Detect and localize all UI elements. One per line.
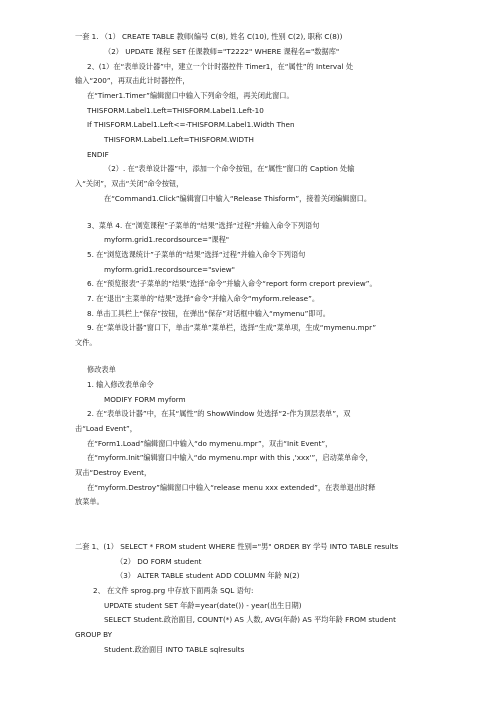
- text-line: THISFORM.Label1.Left=THISFORM.WIDTH: [104, 135, 254, 144]
- text-line: 文件。: [75, 338, 97, 347]
- text-line: ENDIF: [87, 150, 109, 159]
- text-line: 在“myform.Destroy”编辑窗口中输入“release menu xxx extended”，在表单退出时释: [87, 483, 376, 492]
- text-line: 2、 在文件 sprog.prg 中存放下面两条 SQL 语句:: [93, 586, 254, 595]
- text-line: If THISFORM.Label1.Left<=-THISFORM.Label1.Width Then: [87, 120, 295, 129]
- text-line: 9. 在“菜单设计器”窗口下，单击“菜单”菜单栏，选择“生成”菜单项，生成“mymenu.mpr”: [87, 323, 377, 332]
- text-line: 2. 在“表单设计器”中，在其“属性”的 ShowWindow 处选择“2-作为顶层表单”，双: [87, 409, 351, 418]
- text-line: 1. 输入修改表单命令: [87, 380, 154, 389]
- text-line: （3） ALTER TABLE student ADD COLUMN 年龄 N(2): [116, 571, 300, 580]
- text-line: 6. 在“预览报表”子菜单的“结果”选择“命令”并输入命令“report form creport preview”。: [87, 279, 377, 288]
- text-line: （2）. 在“表单设计器”中，添加一个命令按钮，在“属性”窗口的 Caption 处输: [104, 164, 355, 173]
- text-line: myform.grid1.recordsource="sview": [104, 265, 235, 274]
- text-line: （2） DO FORM student: [116, 557, 202, 566]
- text-line: 5. 在“浏览选课统计”子菜单的“结果”选择“过程”并输入命令下列语句: [87, 250, 306, 259]
- text-line: 在“Form1.Load”编辑窗口中输入“do mymenu.mpr”，双击“Init Event”，: [87, 439, 333, 448]
- text-line: 8. 单击工具栏上“保存”按钮，在弹出“保存”对话框中输入“mymenu”即可。: [87, 309, 330, 318]
- text-line: MODIFY FORM myform: [104, 395, 186, 404]
- text-line: 一套 1. （1） CREATE TABLE 教师(编号 C(8), 姓名 C(10), 性别 C(2), 职称 C(8)): [75, 32, 343, 41]
- text-line: 3、菜单 4. 在“浏览课程”子菜单的“结果”选择“过程”并输入命令下列语句: [87, 221, 320, 230]
- text-line: 修改表单: [87, 365, 116, 374]
- text-line: 双击“Destroy Event，: [75, 468, 152, 477]
- text-line: 在“Timer1.Timer”编辑窗口中输入下列命令组，再关闭此窗口。: [87, 91, 294, 100]
- text-line: GROUP BY: [75, 630, 113, 639]
- text-line: 7. 在“退出”主菜单的“结果”选择“命令”并输入命令“myform.release”。: [87, 294, 320, 303]
- text-line: SELECT Student.政治面目, COUNT(*) AS 人数, AVG(年龄) AS 平均年龄 FROM student: [104, 615, 396, 624]
- text-line: 击“Load Event”，: [75, 424, 137, 433]
- text-line: 在“Command1.Click”编辑窗口中输入“Release Thisform”，接着关闭编辑窗口。: [104, 194, 372, 203]
- text-line: myform.grid1.recordsource="课程": [104, 235, 230, 244]
- text-line: （2） UPDATE 课程 SET 任课教师="T2222" WHERE 课程名="数据库": [104, 47, 340, 56]
- text-line: Student.政治面目 INTO TABLE sqlresults: [104, 645, 245, 654]
- text-line: THISFORM.Label1.Left=THISFORM.Label1.Left-10: [87, 106, 264, 115]
- text-line: 输入“200”，再双击此计时器控件，: [75, 76, 190, 85]
- text-line: 二套 1、(1） SELECT * FROM student WHERE 性别="男" ORDER BY 学号 INTO TABLE results: [75, 542, 399, 551]
- text-line: 2、(1）在“表单设计器”中，建立一个计时器控件 Timer1，在“属性”的 Interval 处: [87, 62, 354, 71]
- text-line: 入“关闭”，双击“关闭”命令按钮，: [75, 179, 184, 188]
- text-line: UPDATE student SET 年龄=year(date()) - year(出生日期): [104, 601, 302, 610]
- text-line: 在“myform.Init”编辑窗口中输入“do mymenu.mpr with this ,'xxx'”，启动菜单命令，: [87, 453, 373, 462]
- text-line: 放菜单。: [75, 497, 104, 506]
